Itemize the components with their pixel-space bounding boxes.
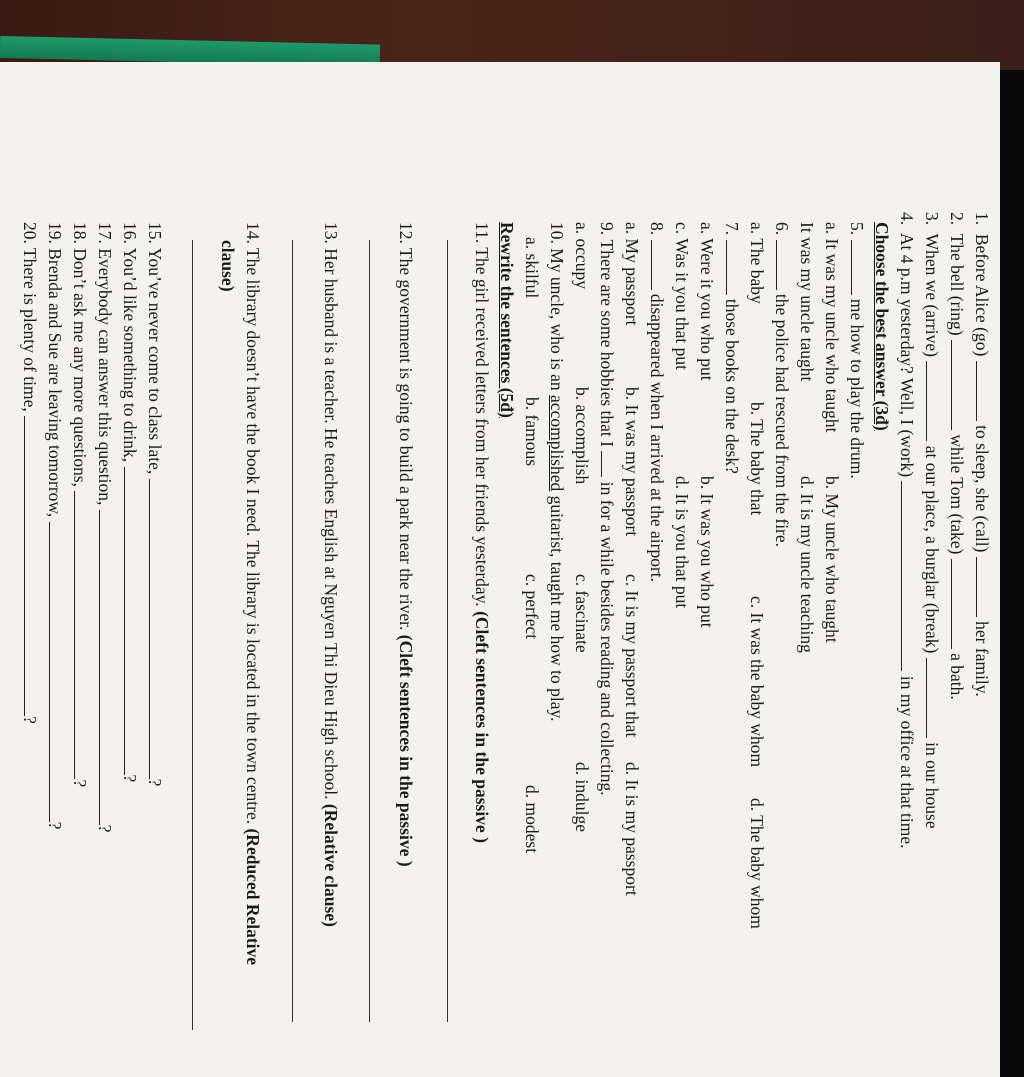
answer-blank[interactable]: [651, 240, 667, 290]
answer-line-14[interactable]: [192, 240, 193, 1030]
section-heading-rewrite: Rewrite the sentences (5đ): [497, 222, 517, 418]
question-12: 12. The government is going to build a park near the river. (Cleft sentences in the passive ): [396, 222, 416, 867]
answer-line-11[interactable]: [447, 240, 448, 1022]
question-2: 2. The bell (ring) while Tom (take) a bath.: [947, 212, 967, 700]
option-10c[interactable]: c. perfect: [522, 574, 542, 640]
question-5: 5. me how to play the drum.: [847, 222, 867, 479]
question-10: 10. My uncle, who is an accomplished guitarist, taught me how to play.: [547, 222, 567, 722]
section-heading-choose: Choose the best answer (3đ): [872, 222, 892, 431]
answer-blank[interactable]: [24, 416, 40, 716]
answer-line-13[interactable]: [292, 240, 293, 1022]
option-8c[interactable]: c. It is my passport that: [622, 574, 642, 738]
answer-blank[interactable]: [901, 481, 917, 671]
answer-blank[interactable]: [776, 240, 792, 290]
answer-blank[interactable]: [726, 240, 742, 295]
question-4: 4. At 4 p.m yesterday? Well, I (work) in my office at that time.: [897, 212, 917, 849]
option-6b[interactable]: b. The baby that: [747, 402, 767, 516]
answer-line-12[interactable]: [369, 240, 370, 1022]
worksheet-content: [0, 62, 1000, 1077]
answer-blank[interactable]: [99, 510, 115, 825]
question-16: 16. You’d like something to drink, ?: [120, 222, 140, 783]
option-6d[interactable]: d. The baby whom: [747, 798, 767, 929]
question-11: 11. The girl received letters from her friends yesterday. (Cleft sentences in the passive ): [472, 222, 492, 843]
option-10a[interactable]: a. skilful: [522, 237, 542, 299]
answer-blank[interactable]: [49, 522, 65, 822]
question-18: 18. Don’t ask me any more questions, ?: [70, 222, 90, 788]
question-14-hint-cont: clause): [218, 240, 238, 292]
option-9b[interactable]: b. accomplish: [572, 387, 592, 485]
option-5b[interactable]: b. My uncle who taught: [822, 476, 842, 643]
question-3: 3. When we (arrive) at our place, a burglar (break) in our house: [922, 212, 942, 829]
option-6c[interactable]: c. It was the baby whom: [747, 596, 767, 768]
answer-blank[interactable]: [926, 658, 942, 738]
option-9c[interactable]: c. fascinate: [572, 574, 592, 653]
option-10b[interactable]: b. famous: [522, 397, 542, 467]
option-9d[interactable]: d. indulge: [572, 762, 592, 832]
option-10d[interactable]: d. modest: [522, 785, 542, 854]
question-19: 19. Brenda and Sue are leaving tomorrow, ?: [45, 222, 65, 830]
underlined-word: accomplished: [547, 395, 567, 492]
answer-blank[interactable]: [976, 361, 992, 421]
answer-blank[interactable]: [926, 361, 942, 441]
answer-blank[interactable]: [976, 557, 992, 617]
option-7d[interactable]: d. It is you that put: [672, 476, 692, 609]
question-1: 1. Before Alice (go) to sleep, she (call) her family.: [972, 212, 992, 697]
worksheet-paper: [0, 62, 1000, 1077]
answer-blank[interactable]: [149, 479, 165, 779]
option-5d[interactable]: d. It is my uncle teaching: [797, 476, 817, 653]
question-13: 13. Her husband is a teacher. He teaches English at Nguyen Thi Dieu High school. (Relative clause): [321, 222, 341, 927]
answer-blank[interactable]: [601, 451, 617, 477]
question-7: 7. those books on the desk?: [722, 222, 742, 474]
question-15: 15. You’ve never come to class late, ?: [145, 222, 165, 787]
answer-blank[interactable]: [951, 559, 967, 649]
answer-blank[interactable]: [124, 467, 140, 775]
question-14: 14. The library doesn’t have the book I need. The library is located in the town centre. (Reduced Relative: [243, 222, 263, 966]
question-20: 20. There is plenty of time, ?: [20, 222, 40, 724]
option-7c[interactable]: c. Was it you that put: [672, 222, 692, 370]
option-5a[interactable]: a. It was my uncle who taught: [822, 222, 842, 433]
question-8: 8. disappeared when I arrived at the airport.: [647, 222, 667, 583]
answer-blank[interactable]: [74, 491, 90, 779]
option-6a[interactable]: a. The baby: [747, 222, 767, 304]
option-7a[interactable]: a. Were it you who put: [697, 222, 717, 381]
option-8a[interactable]: a. My passport: [622, 222, 642, 326]
option-5c[interactable]: It was my uncle taught: [797, 222, 817, 382]
answer-blank[interactable]: [951, 340, 967, 430]
option-8b[interactable]: b. It was my passport: [622, 387, 642, 537]
question-6: 6. the police had rescued from the fire.: [772, 222, 792, 548]
option-8d[interactable]: d. It is my passport: [622, 762, 642, 896]
question-9: 9. There are some hobbies that I in for a while besides reading and collecting.: [597, 222, 617, 796]
option-9a[interactable]: a. occupy: [572, 222, 592, 290]
option-7b[interactable]: b. It was you who put: [697, 476, 717, 628]
question-17: 17. Everybody can answer this question, ?: [95, 222, 115, 833]
answer-blank[interactable]: [851, 240, 867, 295]
